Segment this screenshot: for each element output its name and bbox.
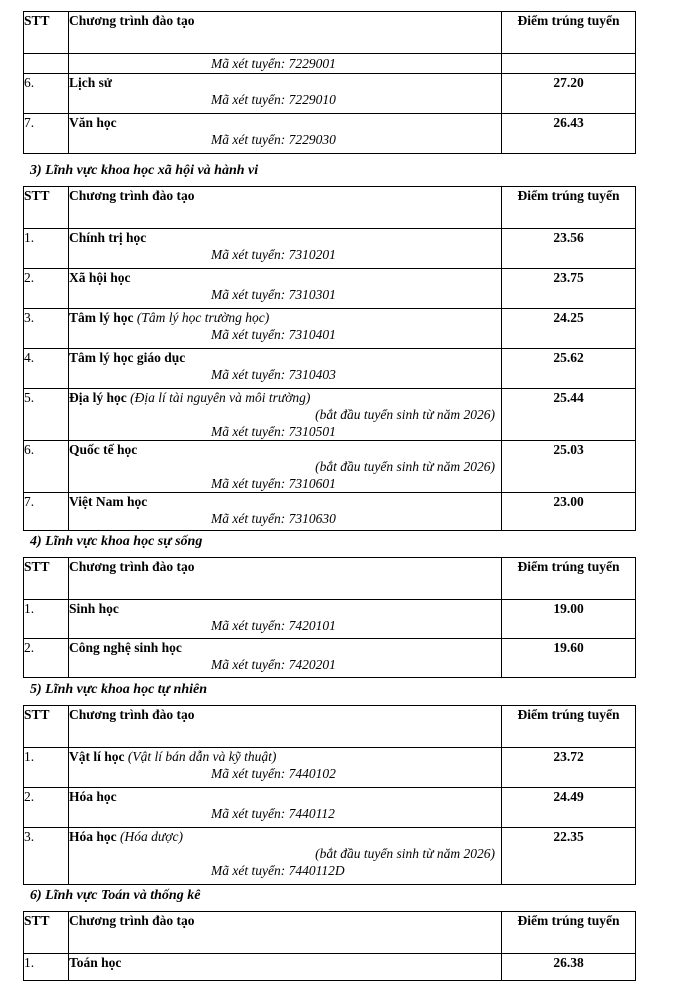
row-program <box>69 748 502 788</box>
table-row <box>24 441 636 493</box>
table-humanities-continued <box>23 11 636 154</box>
program-name: Xã hội học <box>69 270 131 285</box>
row-stt: 7. <box>24 114 69 154</box>
row-program <box>69 600 502 639</box>
row-stt: 6. <box>24 74 69 114</box>
admission-score: 26.38 <box>502 954 636 981</box>
program-name: Văn học <box>69 115 117 130</box>
row-stt: 1. <box>24 600 69 639</box>
row-program <box>69 309 502 349</box>
admission-score: 27.20 <box>502 74 636 114</box>
table-row <box>24 269 636 309</box>
program-name: Công nghệ sinh học <box>69 640 182 655</box>
table-row <box>24 114 636 154</box>
header-stt: STT <box>24 187 69 229</box>
program-name: Hóa học <box>69 789 117 804</box>
table-row <box>24 229 636 269</box>
table-row <box>24 954 636 981</box>
table-row <box>24 788 636 828</box>
row-stt: 3. <box>24 828 69 885</box>
program-specialization: (Hóa dược) <box>120 829 183 844</box>
admission-code: Mã xét tuyển: 7229001 <box>211 56 336 71</box>
program-name: Việt Nam học <box>69 494 148 509</box>
section-table <box>23 705 636 885</box>
section-table <box>23 186 636 531</box>
program-specialization: (Địa lí tài nguyên và môi trường) <box>130 390 311 405</box>
header-score: Điểm trúng tuyển <box>502 558 636 600</box>
table-row <box>24 748 636 788</box>
admission-score: 26.43 <box>502 114 636 154</box>
header-stt: STT <box>24 12 69 54</box>
admission-code: Mã xét tuyển: 7229030 <box>211 132 336 147</box>
program-name: Tâm lý học <box>69 310 134 325</box>
section-table <box>23 911 636 981</box>
header-stt: STT <box>24 706 69 748</box>
header-score: Điểm trúng tuyển <box>502 912 636 954</box>
section-table <box>23 557 636 678</box>
row-stt <box>24 54 69 74</box>
program-title-line <box>69 954 501 971</box>
table-header-row <box>24 706 636 748</box>
admission-score: 25.03 <box>502 441 636 493</box>
program-name: Toán học <box>69 955 122 970</box>
enrollment-start-note: (bắt đầu tuyển sinh từ năm 2026) <box>315 407 495 422</box>
admission-score: 24.49 <box>502 788 636 828</box>
enrollment-start-note: (bắt đầu tuyển sinh từ năm 2026) <box>315 846 495 861</box>
row-stt: 1. <box>24 748 69 788</box>
row-program <box>69 74 502 114</box>
program-name: Chính trị học <box>69 230 147 245</box>
admission-score: 23.56 <box>502 229 636 269</box>
table-row-continuation <box>24 54 636 74</box>
section-title: 4) Lĩnh vực khoa học sự sống <box>30 534 203 549</box>
header-stt: STT <box>24 912 69 954</box>
admission-score: 25.62 <box>502 349 636 389</box>
table-row <box>24 309 636 349</box>
admission-code: Mã xét tuyển: 7420101 <box>211 618 336 633</box>
admission-code: Mã xét tuyển: 7440112D <box>211 863 345 878</box>
admission-code: Mã xét tuyển: 7310501 <box>211 424 336 439</box>
admission-code: Mã xét tuyển: 7310630 <box>211 511 336 526</box>
admission-score: 24.25 <box>502 309 636 349</box>
program-name: Tâm lý học giáo dục <box>69 350 186 365</box>
header-score: Điểm trúng tuyển <box>502 706 636 748</box>
row-stt: 5. <box>24 389 69 441</box>
admission-code: Mã xét tuyển: 7229010 <box>211 92 336 107</box>
row-program <box>69 954 502 981</box>
program-title-line <box>69 389 501 406</box>
admission-score: 23.72 <box>502 748 636 788</box>
row-stt: 1. <box>24 954 69 981</box>
table-header-row <box>24 912 636 954</box>
program-title-line <box>69 639 501 656</box>
row-program <box>69 788 502 828</box>
table-header-row <box>24 12 636 54</box>
admission-code: Mã xét tuyển: 7310301 <box>211 287 336 302</box>
admission-code: Mã xét tuyển: 7420201 <box>211 657 336 672</box>
section-title: 6) Lĩnh vực Toán và thống kê <box>30 888 201 903</box>
row-program <box>69 229 502 269</box>
row-program <box>69 54 502 74</box>
program-title-line <box>69 441 501 458</box>
row-program <box>69 269 502 309</box>
enrollment-start-note: (bắt đầu tuyển sinh từ năm 2026) <box>315 459 495 474</box>
admission-code: Mã xét tuyển: 7310201 <box>211 247 336 262</box>
row-program <box>69 828 502 885</box>
section-title: 3) Lĩnh vực khoa học xã hội và hành vi <box>30 163 259 178</box>
admission-code: Mã xét tuyển: 7310403 <box>211 367 336 382</box>
header-score: Điểm trúng tuyển <box>502 187 636 229</box>
admission-code: Mã xét tuyển: 7310601 <box>211 476 336 491</box>
program-specialization: (Vật lí bán dẫn và kỹ thuật) <box>127 749 277 764</box>
table-row <box>24 74 636 114</box>
header-stt: STT <box>24 558 69 600</box>
table-header-row <box>24 558 636 600</box>
program-title-line <box>69 229 501 246</box>
admission-score: 23.75 <box>502 269 636 309</box>
table-row <box>24 828 636 885</box>
table-header-row <box>24 187 636 229</box>
row-program <box>69 349 502 389</box>
program-name: Hóa học <box>69 829 117 844</box>
section-title: 5) Lĩnh vực khoa học tự nhiên <box>30 682 208 697</box>
program-title-line <box>69 74 501 91</box>
row-program <box>69 441 502 493</box>
program-name: Vật lí học <box>69 749 125 764</box>
header-program: Chương trình đào tạo <box>69 706 502 748</box>
table-row <box>24 600 636 639</box>
header-program: Chương trình đào tạo <box>69 558 502 600</box>
admission-score: 19.60 <box>502 639 636 678</box>
row-stt: 2. <box>24 639 69 678</box>
program-title-line <box>69 828 501 845</box>
row-stt: 1. <box>24 229 69 269</box>
program-title-line <box>69 600 501 617</box>
program-title-line <box>69 309 501 326</box>
program-title-line <box>69 349 501 366</box>
header-score: Điểm trúng tuyển <box>502 12 636 54</box>
program-title-line <box>69 748 501 765</box>
program-title-line <box>69 493 501 510</box>
admission-code: Mã xét tuyển: 7440102 <box>211 766 336 781</box>
program-name: Lịch sử <box>69 75 112 90</box>
row-stt: 7. <box>24 493 69 531</box>
admission-score: 23.00 <box>502 493 636 531</box>
header-program: Chương trình đào tạo <box>69 912 502 954</box>
program-name: Sinh học <box>69 601 119 616</box>
row-program <box>69 389 502 441</box>
program-name: Địa lý học <box>69 390 127 405</box>
admission-score <box>502 54 636 74</box>
table-row <box>24 389 636 441</box>
admission-code: Mã xét tuyển: 7310401 <box>211 327 336 342</box>
table-row <box>24 349 636 389</box>
admission-code: Mã xét tuyển: 7440112 <box>211 806 335 821</box>
admission-score: 25.44 <box>502 389 636 441</box>
program-title-line <box>69 114 501 131</box>
row-stt: 4. <box>24 349 69 389</box>
row-program <box>69 639 502 678</box>
row-stt: 2. <box>24 788 69 828</box>
header-program: Chương trình đào tạo <box>69 187 502 229</box>
program-specialization: (Tâm lý học trường học) <box>136 310 270 325</box>
program-title-line <box>69 269 501 286</box>
row-stt: 3. <box>24 309 69 349</box>
row-stt: 6. <box>24 441 69 493</box>
row-program <box>69 493 502 531</box>
program-name: Quốc tế học <box>69 442 138 457</box>
table-row <box>24 639 636 678</box>
row-stt: 2. <box>24 269 69 309</box>
program-title-line <box>69 788 501 805</box>
header-program: Chương trình đào tạo <box>69 12 502 54</box>
row-program <box>69 114 502 154</box>
table-row <box>24 493 636 531</box>
admission-score: 19.00 <box>502 600 636 639</box>
admission-score: 22.35 <box>502 828 636 885</box>
